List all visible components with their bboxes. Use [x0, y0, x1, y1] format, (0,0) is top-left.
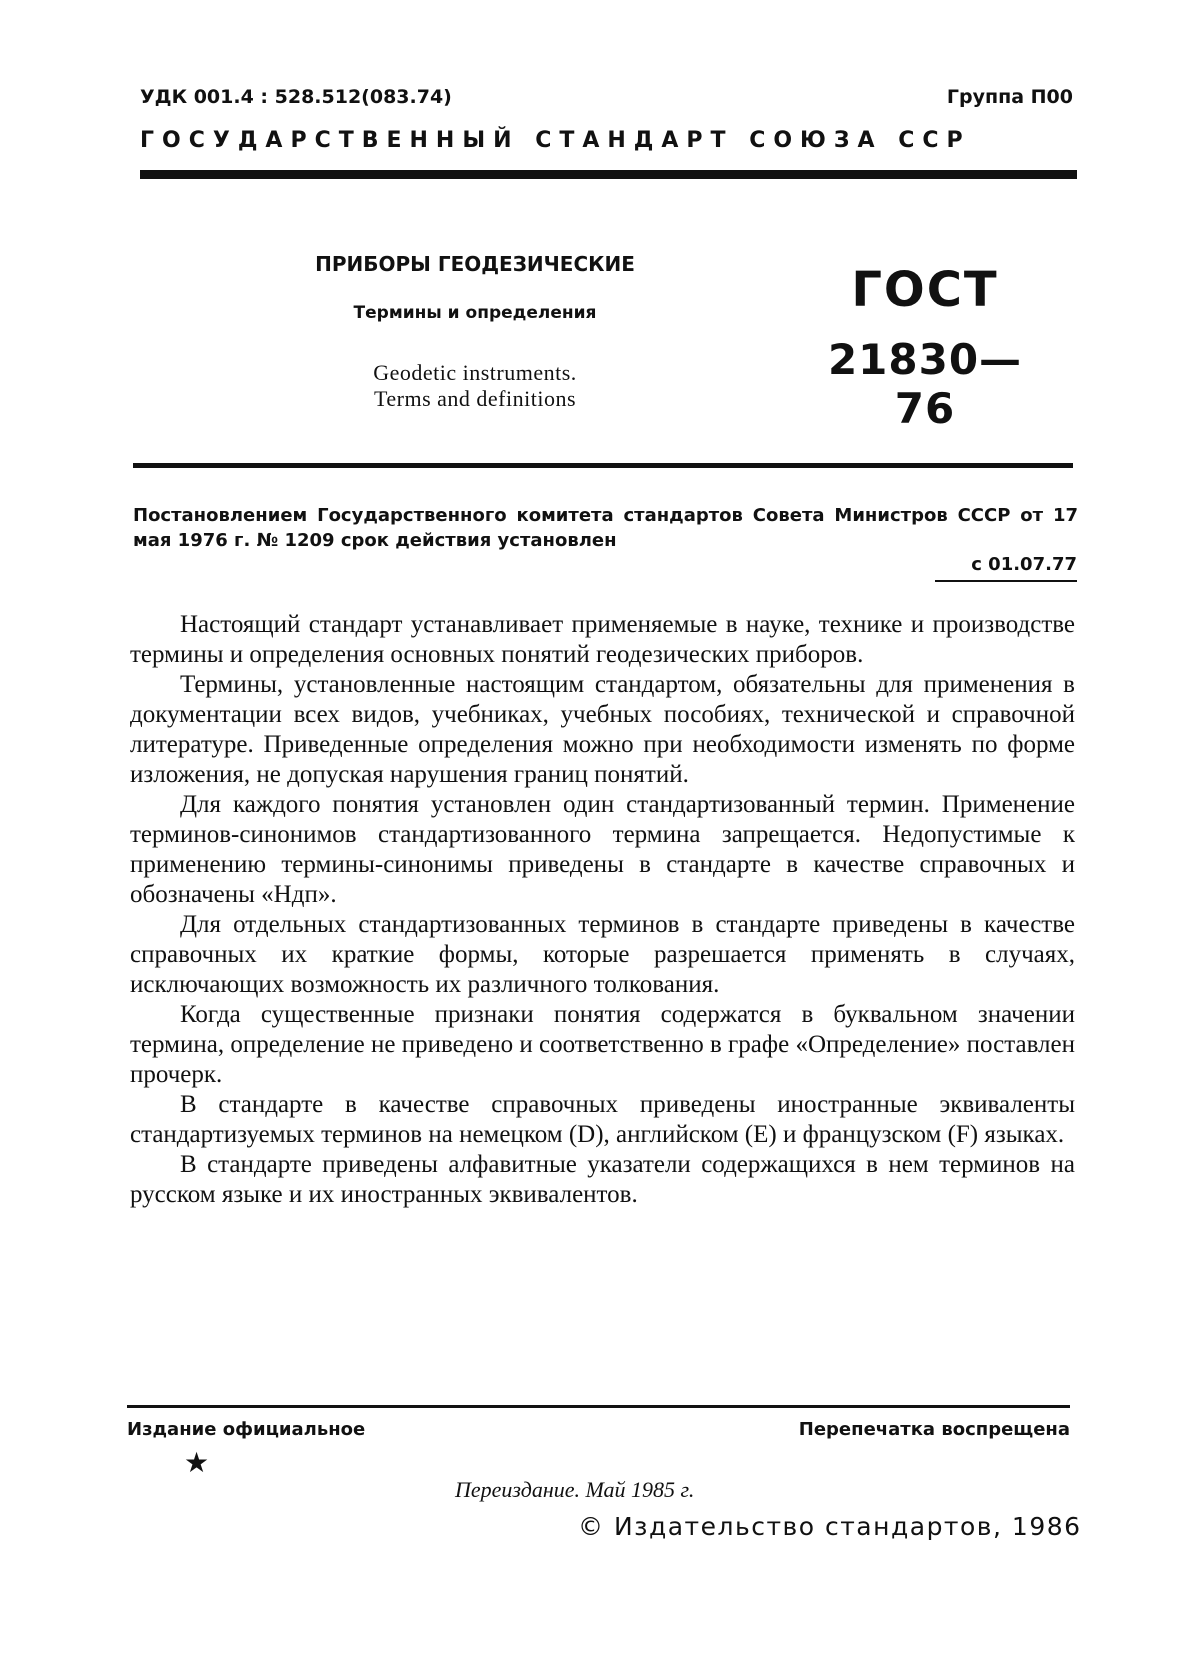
paragraph: В стандарте в качестве справочных приведены иностранные эквиваленты стандартизуемых терминов на немецком (D), английском (E) и французском (F) языках.	[130, 1091, 1075, 1148]
group-code: Группа П00	[946, 86, 1073, 108]
top-rule	[140, 170, 1077, 179]
paragraph: Для отдельных стандартизованных терминов в стандарте приведены в качестве справочных их краткие формы, которые разрешается применять в случаях, исключающих возможность их различного толкования.	[130, 911, 1075, 998]
paragraph: В стандарте приведены алфавитные указатели содержащихся в нем терминов на русском языке и их иностранных эквивалентов.	[130, 1151, 1075, 1208]
star-icon: ★	[184, 1448, 210, 1479]
paragraph: Когда существенные признаки понятия содержатся в буквальном значении термина, определение не приведено и соответственно в графе «Определение» поставлен прочерк.	[130, 1001, 1075, 1088]
english-title-line-2: Terms and definitions	[373, 386, 577, 411]
udk-code: УДК 001.4 : 528.512(083.74)	[140, 86, 452, 108]
middle-rule	[133, 463, 1073, 468]
paragraph: Настоящий стандарт устанавливает применяемые в науке, технике и производстве термины и определения основных понятий геодезических приборов.	[130, 611, 1075, 668]
reprint-prohibited-label: Перепечатка воспрещена	[798, 1419, 1070, 1440]
english-title-line-1: Geodetic instruments.	[373, 360, 577, 385]
bottom-rule	[127, 1405, 1070, 1408]
effective-date-underline	[935, 580, 1077, 582]
copyright-line: © Издательство стандартов, 1986	[578, 1512, 1082, 1541]
document-title: ПРИБОРЫ ГЕОДЕЗИЧЕСКИЕ	[315, 252, 635, 276]
body-text	[130, 610, 1075, 1210]
paragraph: Термины, установленные настоящим стандартом, обязательны для применения в документации всех видов, учебниках, учебных пособиях, технической и справочной литературе. Приведенные определения можно при необходимости изменять по форме изложения, не допуская нарушения границ понятий.	[130, 671, 1075, 788]
effective-date: с 01.07.77	[971, 554, 1077, 575]
english-title	[300, 360, 650, 412]
official-edition-label: Издание официальное	[127, 1419, 366, 1440]
gost-number: 21830—76	[827, 335, 1023, 433]
document-subtitle: Термины и определения	[353, 303, 597, 323]
reissue-note: Переиздание. Май 1985 г.	[455, 1477, 695, 1502]
decree-text: Постановлением Государственного комитета стандартов Совета Министров СССР от 17 мая 1976 г. № 1209 срок действия установлен	[133, 505, 1078, 551]
state-standard-heading: ГОСУДАРСТВЕННЫЙ СТАНДАРТ СОЮЗА ССР	[140, 128, 971, 153]
gost-label: ГОСТ	[851, 262, 999, 318]
paragraph: Для каждого понятия установлен один стандартизованный термин. Применение терминов-синонимов стандартизованного термина запрещается. Недопустимые к применению термины-синонимы приведены в стандарте в качестве справочных и обозначены «Ндп».	[130, 791, 1075, 908]
